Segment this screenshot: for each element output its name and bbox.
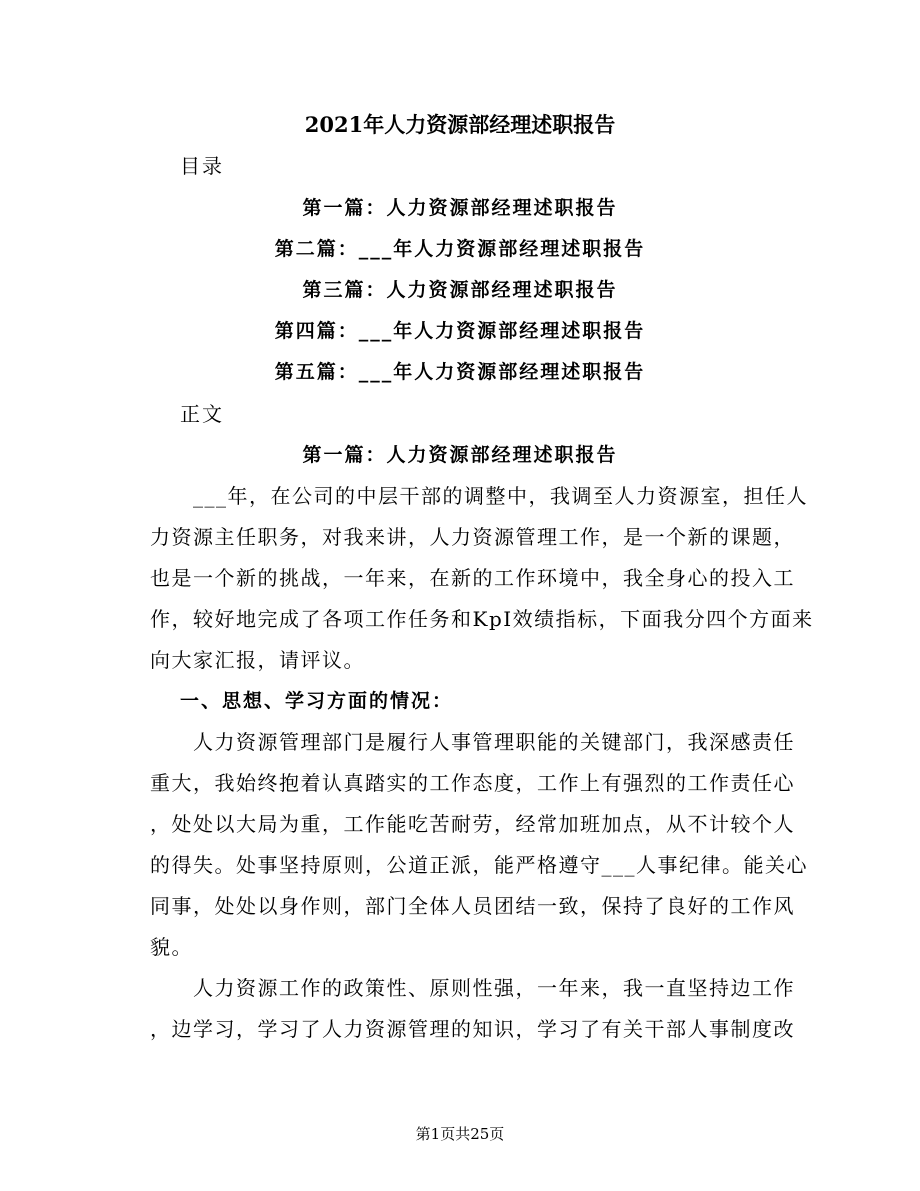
toc-item-1: 第一篇：人力资源部经理述职报告 <box>302 197 618 219</box>
toc-item-4: 第四篇：___年人力资源部经理述职报告 <box>274 320 646 342</box>
document-title: 2021年人力资源部经理述职报告 <box>304 112 616 137</box>
paragraph-2-line-3: ，处处以大局为重，工作能吃苦耐劳，经常加班加点，从不计较个人 <box>150 812 795 836</box>
chapter-title: 第一篇：人力资源部经理述职报告 <box>302 444 618 466</box>
paragraph-3-line-1: 人力资源工作的政策性、原则性强，一年来，我一直坚持边工作 <box>150 976 795 1000</box>
paragraph-2-line-4: 的得失。处事坚持原则，公道正派，能严格遵守___人事纪律。能关心 <box>150 853 808 877</box>
toc-item-2: 第二篇：___年人力资源部经理述职报告 <box>274 238 646 260</box>
paragraph-1-line-3: 也是一个新的挑战，一年来，在新的工作环境中，我全身心的投入工 <box>150 566 795 590</box>
section-1-heading: 一、思想、学习方面的情况： <box>180 690 454 712</box>
body-label: 正文 <box>180 402 224 426</box>
paragraph-2-line-1: 人力资源管理部门是履行人事管理职能的关键部门，我深感责任 <box>150 730 795 754</box>
paragraph-2-line-2: 重大，我始终抱着认真踏实的工作态度，工作上有强烈的工作责任心 <box>150 771 795 795</box>
toc-label: 目录 <box>180 154 224 178</box>
page-footer: 第1页共25页 <box>415 1125 505 1143</box>
paragraph-1-line-5: 向大家汇报，请评议。 <box>150 648 365 672</box>
paragraph-2-line-6: 貌。 <box>150 935 193 959</box>
paragraph-1-line-4: 作，较好地完成了各项工作任务和KpI效绩指标，下面我分四个方面来 <box>150 607 814 631</box>
paragraph-1-line-2: 力资源主任职务，对我来讲，人力资源管理工作，是一个新的课题， <box>150 525 795 549</box>
toc-item-5: 第五篇：___年人力资源部经理述职报告 <box>274 361 646 383</box>
toc-item-3: 第三篇：人力资源部经理述职报告 <box>302 279 618 301</box>
paragraph-1-line-1: ___年，在公司的中层干部的调整中，我调至人力资源室，担任人 <box>150 484 808 508</box>
paragraph-3-line-2: ，边学习，学习了人力资源管理的知识，学习了有关干部人事制度改 <box>150 1017 795 1041</box>
paragraph-2-line-5: 同事，处处以身作则，部门全体人员团结一致，保持了良好的工作风 <box>150 894 795 918</box>
